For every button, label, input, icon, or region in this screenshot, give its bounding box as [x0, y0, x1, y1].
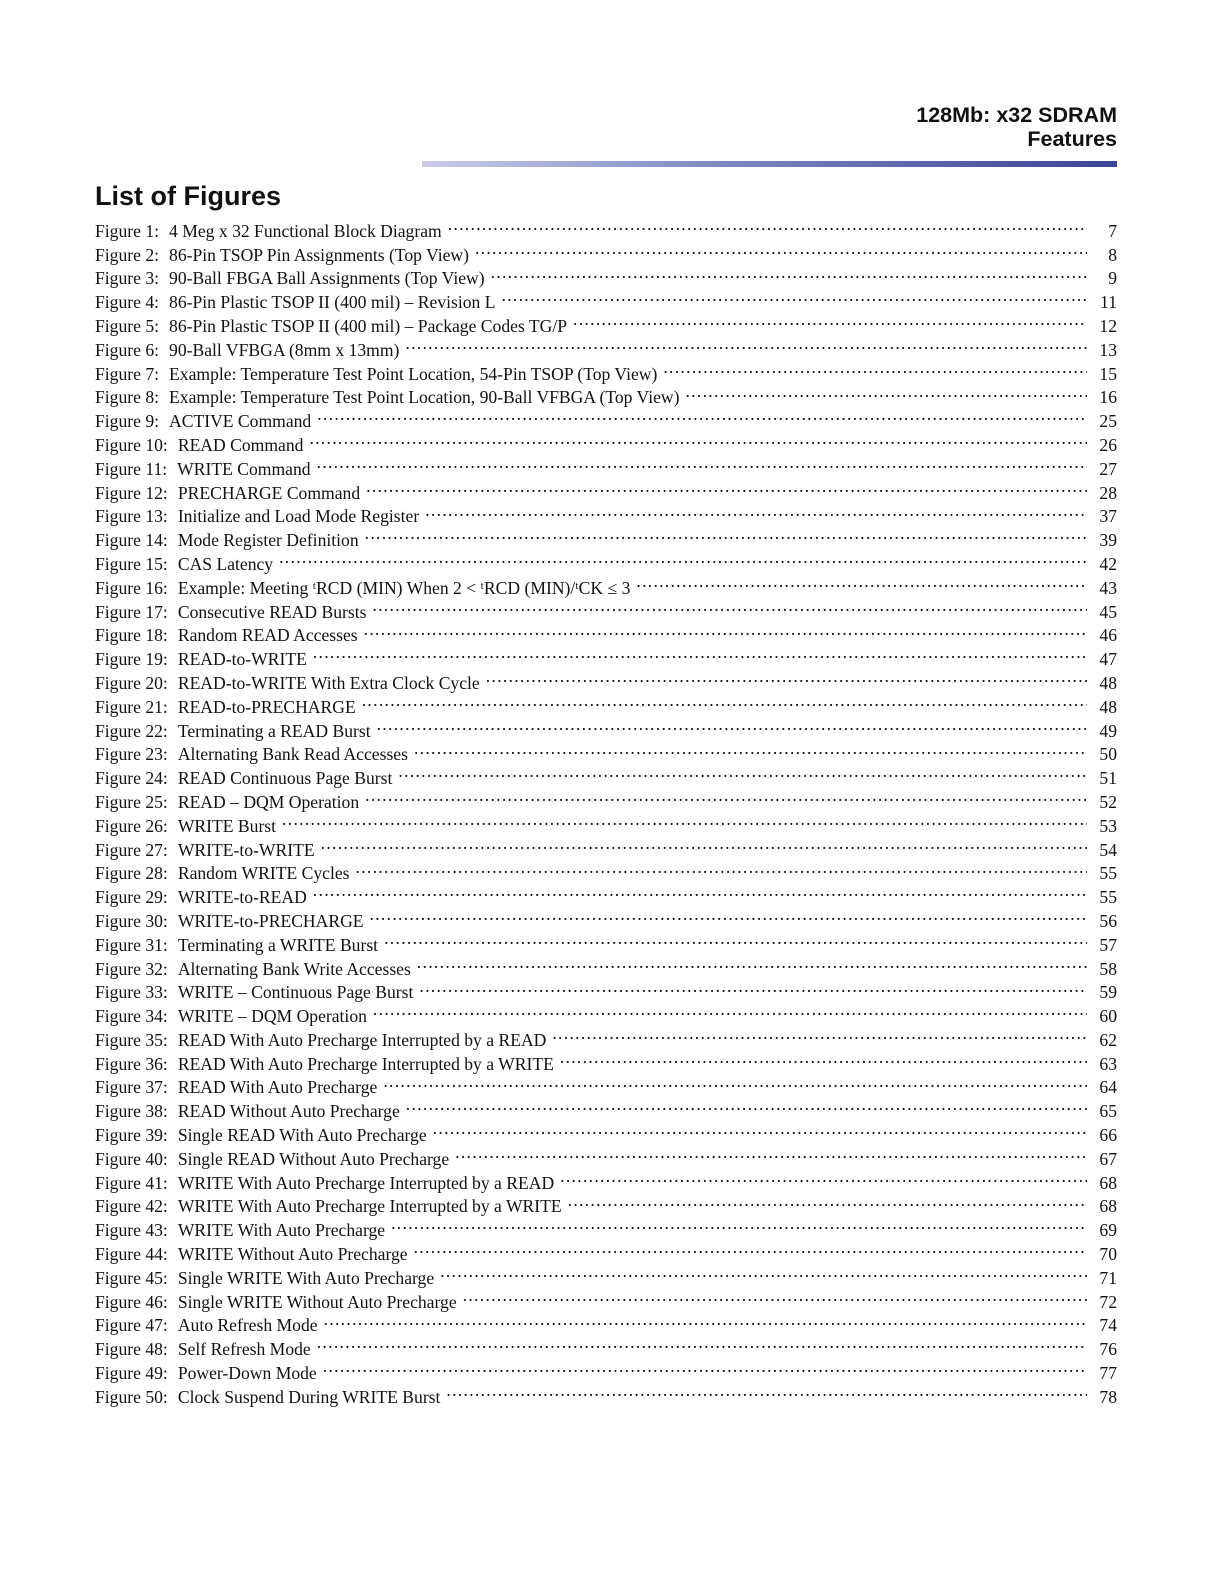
- dot-leader: [391, 1212, 1087, 1236]
- figure-title[interactable]: Mode Register Definition: [177, 530, 359, 551]
- document-section: Features: [1027, 127, 1117, 151]
- figure-list: [95, 213, 1117, 1407]
- figure-page-number[interactable]: 54: [1099, 839, 1117, 860]
- figure-page-number[interactable]: 66: [1099, 1125, 1117, 1146]
- figure-label: Figure 9:: [95, 411, 160, 432]
- figure-title[interactable]: Initialize and Load Mode Register: [177, 506, 420, 527]
- dot-leader: [372, 594, 1087, 618]
- dot-leader: [486, 665, 1087, 689]
- figure-title[interactable]: CAS Latency: [177, 553, 274, 574]
- figure-page-number[interactable]: 49: [1099, 720, 1117, 741]
- figure-label: Figure 20:: [95, 672, 168, 693]
- figure-page-number[interactable]: 48: [1099, 696, 1117, 717]
- figure-title[interactable]: WRITE – DQM Operation: [177, 1006, 367, 1027]
- dot-leader: [636, 570, 1087, 594]
- figure-title[interactable]: Single READ Without Auto Precharge: [177, 1148, 450, 1169]
- dot-leader: [685, 380, 1087, 404]
- figure-title[interactable]: Alternating Bank Write Accesses: [177, 958, 411, 979]
- figure-label: Figure 36:: [95, 1053, 168, 1074]
- figure-label: Figure 38:: [95, 1101, 168, 1122]
- dot-leader: [414, 1236, 1087, 1260]
- figure-title[interactable]: WRITE Command: [177, 458, 311, 479]
- figure-title[interactable]: Power-Down Mode: [177, 1363, 317, 1384]
- figure-page-number[interactable]: 72: [1099, 1291, 1117, 1312]
- figure-page-number[interactable]: 26: [1099, 434, 1117, 455]
- dot-leader: [448, 213, 1087, 237]
- document-title: 128Mb: x32 SDRAM: [916, 103, 1117, 127]
- dot-leader: [377, 713, 1087, 737]
- figure-label: Figure 49:: [95, 1363, 168, 1384]
- dot-leader: [317, 1331, 1087, 1355]
- figure-title[interactable]: READ – DQM Operation: [177, 791, 360, 812]
- figure-page-number[interactable]: 59: [1099, 982, 1117, 1003]
- dot-leader: [321, 832, 1087, 856]
- figure-title[interactable]: Consecutive READ Bursts: [177, 601, 367, 622]
- figure-title[interactable]: WRITE With Auto Precharge: [177, 1220, 386, 1241]
- figure-label: Figure 3:: [95, 268, 160, 289]
- figure-label: Figure 42:: [95, 1196, 168, 1217]
- figure-label: Figure 45:: [95, 1267, 168, 1288]
- figure-label: Figure 26:: [95, 815, 168, 836]
- figure-label: Figure 50:: [95, 1386, 168, 1407]
- dot-leader: [560, 1046, 1087, 1070]
- figure-label: Figure 35:: [95, 1029, 168, 1050]
- dot-leader: [491, 261, 1087, 285]
- figure-title[interactable]: READ With Auto Precharge Interrupted by a READ: [177, 1029, 547, 1050]
- figure-page-number[interactable]: 42: [1099, 553, 1117, 574]
- dot-leader: [419, 975, 1087, 999]
- figure-title[interactable]: Alternating Bank Read Accesses: [177, 744, 408, 765]
- figure-page-number[interactable]: 28: [1099, 482, 1117, 503]
- figure-page-number[interactable]: 70: [1099, 1244, 1117, 1265]
- figure-title[interactable]: READ With Auto Precharge Interrupted by a WRITE: [177, 1053, 554, 1074]
- figure-page-number[interactable]: 77: [1099, 1363, 1117, 1384]
- dot-leader: [317, 403, 1087, 427]
- figure-title[interactable]: READ-to-PRECHARGE: [177, 696, 356, 717]
- figure-title[interactable]: Single READ With Auto Precharge: [177, 1125, 427, 1146]
- figure-title[interactable]: Clock Suspend During WRITE Burst: [177, 1386, 441, 1407]
- dot-leader: [370, 903, 1087, 927]
- figure-page-number[interactable]: 56: [1099, 910, 1117, 931]
- figure-title[interactable]: WRITE With Auto Precharge Interrupted by a WRITE: [177, 1196, 562, 1217]
- figure-label: Figure 40:: [95, 1148, 168, 1169]
- dot-leader: [317, 451, 1087, 475]
- dot-leader: [573, 308, 1087, 332]
- figure-page-number[interactable]: 64: [1099, 1077, 1117, 1098]
- figure-page-number[interactable]: 74: [1099, 1315, 1117, 1336]
- section-title: List of Figures: [95, 181, 282, 211]
- dot-leader: [362, 689, 1087, 713]
- figure-label: Figure 41:: [95, 1172, 168, 1193]
- figure-label: Figure 17:: [95, 601, 168, 622]
- figure-label: Figure 23:: [95, 744, 168, 765]
- figure-title[interactable]: Terminating a WRITE Burst: [177, 934, 379, 955]
- figure-label: Figure 39:: [95, 1125, 168, 1146]
- figure-label: Figure 24:: [95, 768, 168, 789]
- figure-page-number[interactable]: 50: [1099, 744, 1117, 765]
- figure-title[interactable]: WRITE-to-WRITE: [177, 839, 315, 860]
- dot-leader: [365, 522, 1087, 546]
- dot-leader: [663, 356, 1087, 380]
- figure-page-number[interactable]: 15: [1099, 363, 1117, 384]
- figure-page-number[interactable]: 37: [1099, 506, 1117, 527]
- dot-leader: [560, 1165, 1087, 1189]
- figure-page-number[interactable]: 52: [1099, 791, 1117, 812]
- figure-label: Figure 10:: [95, 434, 168, 455]
- figure-title[interactable]: ACTIVE Command: [169, 411, 312, 432]
- figure-page-number[interactable]: 68: [1099, 1196, 1117, 1217]
- dot-leader: [398, 760, 1087, 784]
- figure-title[interactable]: 86-Pin Plastic TSOP II (400 mil) – Revision L: [169, 292, 496, 313]
- figure-title[interactable]: READ Without Auto Precharge: [177, 1101, 400, 1122]
- figure-page-number[interactable]: 65: [1099, 1101, 1117, 1122]
- dot-leader: [475, 237, 1087, 261]
- figure-page-number[interactable]: 53: [1099, 815, 1117, 836]
- figure-title[interactable]: READ Continuous Page Burst: [177, 768, 393, 789]
- figure-label: Figure 31:: [95, 934, 168, 955]
- dot-leader: [433, 1117, 1087, 1141]
- dot-leader: [366, 475, 1087, 499]
- dot-leader: [365, 784, 1087, 808]
- figure-page-number[interactable]: 9: [1108, 268, 1117, 289]
- figure-label: Figure 6:: [95, 339, 160, 360]
- figure-entry[interactable]: [95, 213, 1117, 241]
- figure-page-number[interactable]: 68: [1099, 1172, 1117, 1193]
- figure-label: Figure 44:: [95, 1244, 168, 1265]
- dot-leader: [417, 951, 1087, 975]
- figure-label: Figure 32:: [95, 958, 168, 979]
- figure-label: Figure 19:: [95, 649, 168, 670]
- figure-title[interactable]: Terminating a READ Burst: [177, 720, 371, 741]
- figure-title[interactable]: 86-Pin Plastic TSOP II (400 mil) – Package Codes TG/P: [169, 315, 567, 336]
- dot-leader: [463, 1284, 1087, 1308]
- dot-leader: [364, 618, 1087, 642]
- figure-label: Figure 8:: [95, 387, 160, 408]
- figure-label: Figure 18:: [95, 625, 168, 646]
- figure-page-number[interactable]: 57: [1099, 934, 1117, 955]
- figure-label: Figure 46:: [95, 1291, 168, 1312]
- figure-label: Figure 16:: [95, 577, 168, 598]
- figure-title[interactable]: 86-Pin TSOP Pin Assignments (Top View): [169, 244, 469, 265]
- figure-title[interactable]: Auto Refresh Mode: [177, 1315, 318, 1336]
- figure-label: Figure 34:: [95, 1006, 168, 1027]
- figure-label: Figure 15:: [95, 553, 168, 574]
- figure-page-number[interactable]: 46: [1099, 625, 1117, 646]
- dot-leader: [440, 1260, 1087, 1284]
- figure-label: Figure 21:: [95, 696, 168, 717]
- figure-title[interactable]: WRITE With Auto Precharge Interrupted by a READ: [177, 1172, 555, 1193]
- figure-title[interactable]: WRITE-to-PRECHARGE: [177, 910, 364, 931]
- figure-page-number[interactable]: 76: [1099, 1339, 1117, 1360]
- figure-page-number[interactable]: 67: [1099, 1148, 1117, 1169]
- dot-leader: [383, 1070, 1087, 1094]
- figure-title[interactable]: Single WRITE Without Auto Precharge: [177, 1291, 457, 1312]
- figure-title[interactable]: 4 Meg x 32 Functional Block Diagram: [169, 220, 442, 241]
- figure-page-number[interactable]: 16: [1099, 387, 1117, 408]
- figure-label: Figure 27:: [95, 839, 168, 860]
- dot-leader: [384, 927, 1087, 951]
- figure-page-number[interactable]: 8: [1108, 244, 1117, 265]
- dot-leader: [324, 1308, 1087, 1332]
- figure-title[interactable]: Example: Temperature Test Point Location, 54-Pin TSOP (Top View): [169, 363, 658, 384]
- dot-leader: [405, 332, 1087, 356]
- figure-label: Figure 33:: [95, 982, 168, 1003]
- figure-label: Figure 47:: [95, 1315, 168, 1336]
- dot-leader: [373, 998, 1087, 1022]
- figure-label: Figure 13:: [95, 506, 168, 527]
- figure-label: Figure 14:: [95, 530, 168, 551]
- figure-page-number[interactable]: 43: [1099, 577, 1117, 598]
- figure-title[interactable]: 90-Ball FBGA Ball Assignments (Top View): [169, 268, 485, 289]
- figure-title[interactable]: READ-to-WRITE With Extra Clock Cycle: [177, 672, 480, 693]
- figure-page-number[interactable]: 13: [1099, 339, 1117, 360]
- figure-title[interactable]: Random WRITE Cycles: [177, 863, 350, 884]
- figure-label: Figure 43:: [95, 1220, 168, 1241]
- figure-title[interactable]: Single WRITE With Auto Precharge: [177, 1267, 435, 1288]
- figure-page-number[interactable]: 69: [1099, 1220, 1117, 1241]
- page-header: [916, 103, 1117, 151]
- dot-leader: [406, 1093, 1087, 1117]
- figure-page-number[interactable]: 11: [1100, 292, 1117, 313]
- figure-label: Figure 2:: [95, 244, 160, 265]
- figure-page-number[interactable]: 60: [1099, 1006, 1117, 1027]
- figure-page-number[interactable]: 47: [1099, 649, 1117, 670]
- dot-leader: [425, 499, 1087, 523]
- figure-title[interactable]: READ-to-WRITE: [177, 649, 307, 670]
- figure-title[interactable]: WRITE Without Auto Precharge: [177, 1244, 408, 1265]
- dot-leader: [323, 1355, 1087, 1379]
- figure-title[interactable]: 90-Ball VFBGA (8mm x 13mm): [169, 339, 400, 360]
- figure-title[interactable]: WRITE Burst: [177, 815, 277, 836]
- figure-label: Figure 22:: [95, 720, 168, 741]
- figure-page-number[interactable]: 45: [1099, 601, 1117, 622]
- figure-label: Figure 30:: [95, 910, 168, 931]
- figure-title[interactable]: Self Refresh Mode: [177, 1339, 311, 1360]
- dot-leader: [309, 427, 1087, 451]
- figure-title[interactable]: READ Command: [177, 434, 304, 455]
- dot-leader: [568, 1189, 1087, 1213]
- figure-page-number[interactable]: 71: [1099, 1267, 1117, 1288]
- figure-label: Figure 12:: [95, 482, 168, 503]
- figure-label: Figure 29:: [95, 887, 168, 908]
- figure-page-number[interactable]: 12: [1099, 315, 1117, 336]
- dot-leader: [502, 284, 1088, 308]
- dot-leader: [313, 641, 1087, 665]
- dot-leader: [282, 808, 1087, 832]
- figure-label: Figure 25:: [95, 791, 168, 812]
- figure-title[interactable]: Example: Temperature Test Point Location, 90-Ball VFBGA (Top View): [169, 387, 680, 408]
- dot-leader: [446, 1379, 1087, 1403]
- figure-title[interactable]: Example: Meeting ᵗRCD (MIN) When 2 < ᵗRCD (MIN)/ᵗCK ≤ 3: [177, 577, 631, 598]
- dot-leader: [552, 1022, 1087, 1046]
- dot-leader: [414, 737, 1087, 761]
- figure-page-number[interactable]: 48: [1099, 672, 1117, 693]
- figure-page-number[interactable]: 58: [1099, 958, 1117, 979]
- figure-label: Figure 4:: [95, 292, 160, 313]
- dot-leader: [279, 546, 1087, 570]
- figure-title[interactable]: READ With Auto Precharge: [177, 1077, 378, 1098]
- figure-page-number[interactable]: 55: [1099, 863, 1117, 884]
- figure-label: Figure 11:: [95, 458, 168, 479]
- figure-title[interactable]: Random READ Accesses: [177, 625, 358, 646]
- figure-page-number[interactable]: 7: [1108, 220, 1117, 241]
- figure-page-number[interactable]: 55: [1099, 887, 1117, 908]
- figure-title[interactable]: WRITE – Continuous Page Burst: [177, 982, 414, 1003]
- figure-page-number[interactable]: 51: [1099, 768, 1117, 789]
- figure-page-number[interactable]: 62: [1099, 1029, 1117, 1050]
- dot-leader: [356, 856, 1087, 880]
- figure-title[interactable]: PRECHARGE Command: [177, 482, 361, 503]
- figure-page-number[interactable]: 25: [1099, 411, 1117, 432]
- dot-leader: [455, 1141, 1087, 1165]
- figure-label: Figure 7:: [95, 363, 160, 384]
- figure-label: Figure 37:: [95, 1077, 168, 1098]
- figure-label: Figure 1:: [95, 220, 160, 241]
- figure-page-number[interactable]: 27: [1099, 458, 1117, 479]
- figure-label: Figure 48:: [95, 1339, 168, 1360]
- figure-label: Figure 28:: [95, 863, 168, 884]
- dot-leader: [313, 879, 1087, 903]
- figure-page-number[interactable]: 39: [1099, 530, 1117, 551]
- figure-page-number[interactable]: 63: [1099, 1053, 1117, 1074]
- figure-title[interactable]: WRITE-to-READ: [177, 887, 307, 908]
- figure-page-number[interactable]: 78: [1099, 1386, 1117, 1407]
- header-rule: [422, 161, 1117, 167]
- figure-label: Figure 5:: [95, 315, 160, 336]
